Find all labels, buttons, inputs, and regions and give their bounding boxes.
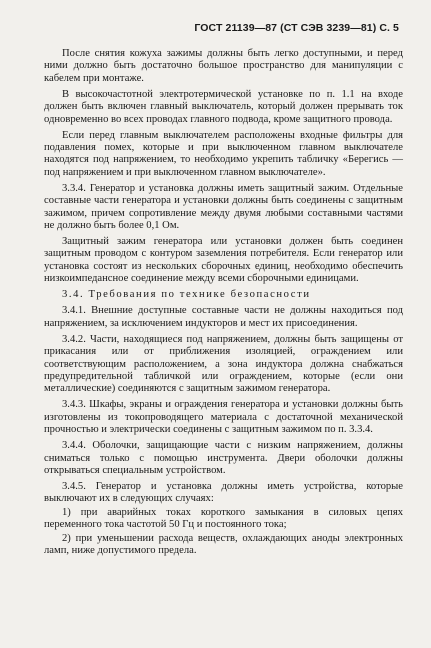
list-item-2: 2) при уменьшении расхода веществ, охлаждающих аноды электронных ламп, ниже допустимого предела. bbox=[44, 532, 403, 556]
paragraph-2: В высокочастотной электротермической установке по п. 1.1 на входе должен быть включен главный выключатель, который должен прерывать ток одновременно во всех проводах главного подвода, кроме защитного провода. bbox=[44, 88, 403, 125]
paragraph-5: Защитный зажим генератора или установки должен быть соединен защитным проводом с контуром заземления потребителя. Если генератор или установка состоят из нескольких сборочных единиц, необходимо обеспечить низкоимпедансное соединение между всеми сборочными единицами. bbox=[44, 236, 403, 285]
paragraph-3-4-3: 3.4.3. Шкафы, экраны и ограждения генератора и установки должны быть изготовлены из токопроводящего материала с достаточной механической прочностью и электрически соединены с защитным зажимом по п. 3.3.4. bbox=[44, 399, 403, 436]
paragraph-3-4-4: 3.4.4. Оболочки, защищающие части с низким напряжением, должны сниматься только с помощью инструмента. Двери оболочки должны открываться специальным устройством. bbox=[44, 440, 403, 476]
page-header: ГОСТ 21139—87 (СТ СЭВ 3239—81) С. 5 bbox=[194, 22, 399, 34]
paragraph-4: 3.3.4. Генератор и установка должны иметь защитный зажим. Отдельные составные части генератора и установки должны быть соединены с защитным зажимом, причем сопротивление между двумя любыми составными частями не должно быть более 0,1 Ом. bbox=[44, 182, 403, 232]
paragraph-3-4-5: 3.4.5. Генератор и установка должны иметь устройства, которые выключают их в следующих случаях: bbox=[44, 480, 403, 505]
paragraph-1: После снятия кожуха зажимы должны быть легко доступными, и перед ними должно быть достаточно большое пространство для манипуляции с кабелем при монтаже. bbox=[44, 48, 403, 84]
section-heading-3-4: 3.4. Требования по технике безопасности bbox=[62, 289, 311, 301]
paragraph-3: Если перед главным выключателем расположены входные фильтры для подавления помех, которые и при выключенном главном выключателе находятся под напряжением, то необходимо укрепить табличку «Берегись — под напряжением и при выключенном главном выключателе». bbox=[44, 129, 403, 178]
paragraph-3-4-2: 3.4.2. Части, находящиеся под напряжением, должны быть защищены от прикасания или от приближения изоляцией, ограждением или соответствующим расположением, а зона индуктора должна снабжаться предупредительной табличкой или ограждением, которые (если они металлические) соединяются с защитным зажимом генератора. bbox=[44, 333, 403, 395]
list-item-1: 1) при аварийных токах короткого замыкания в силовых цепях переменного тока частотой 50 Гц и постоянного тока; bbox=[44, 506, 403, 531]
paragraph-3-4-1: 3.4.1. Внешние доступные составные части не должны находиться под напряжением, за исключением индукторов и мест их присоединения. bbox=[44, 305, 403, 329]
body-text bbox=[44, 48, 403, 557]
